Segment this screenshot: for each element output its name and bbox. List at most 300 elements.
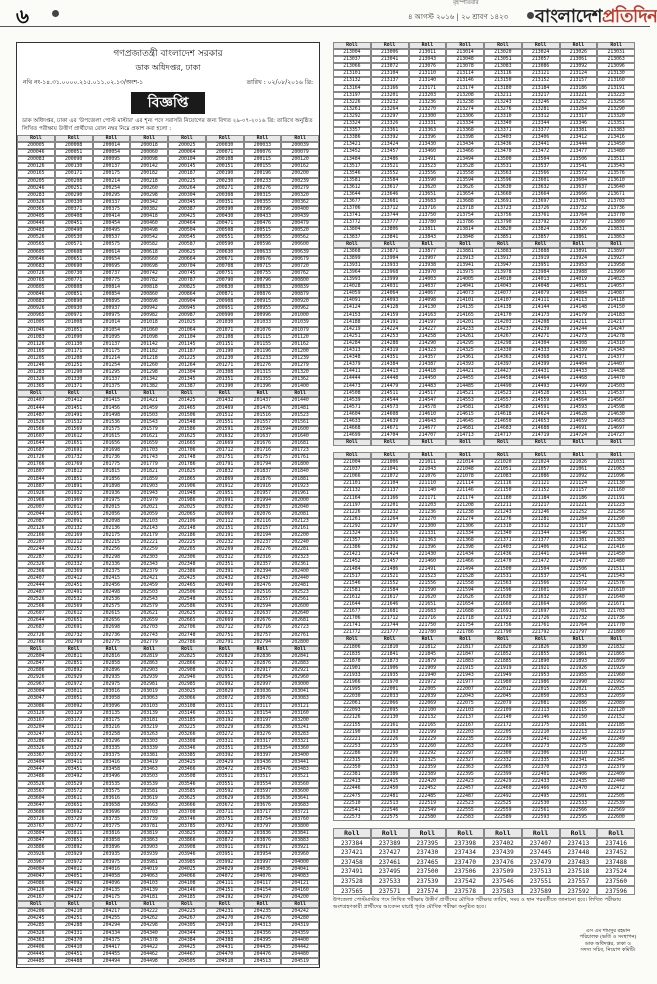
roll-cell: 203825 — [168, 830, 206, 837]
roll-cell: 221152 — [522, 487, 560, 494]
roll-cell: 201600 — [281, 426, 319, 433]
roll-cell: 214717 — [484, 432, 522, 439]
roll-cell: 200051 — [55, 149, 93, 156]
roll-number-table-right-top — [333, 42, 635, 450]
roll-cell: 213754 — [446, 212, 484, 219]
roll-cell: 213331 — [409, 120, 447, 127]
roll-cell: 213326 — [371, 120, 409, 127]
roll-cell: 221024 — [522, 459, 560, 466]
roll-cell: 201298 — [130, 369, 168, 376]
roll-cell: 204117 — [244, 880, 282, 887]
roll-cell: 213092 — [560, 63, 598, 70]
roll-cell: 221761 — [522, 622, 560, 629]
roll-cell: 221150 — [484, 487, 522, 494]
roll-cell: 214310 — [597, 340, 635, 347]
roll-cell: 213057 — [522, 56, 560, 63]
roll-cell: 204375 — [93, 937, 131, 944]
roll-cell: 203967 — [17, 859, 55, 866]
roll-cell: 201966 — [17, 497, 55, 504]
column-header: Roll — [244, 135, 282, 142]
roll-cell: 213290 — [597, 106, 635, 113]
roll-cell: 237465 — [409, 857, 447, 867]
roll-cell: 201625 — [168, 433, 206, 440]
roll-cell: 200708 — [206, 263, 244, 270]
roll-cell: 213506 — [560, 156, 598, 163]
roll-cell: 204139 — [130, 887, 168, 894]
roll-cell: 213238 — [446, 99, 484, 106]
roll-cell: 213970 — [409, 269, 447, 276]
roll-cell: 203592 — [206, 788, 244, 795]
roll-cell: 202656 — [93, 617, 131, 624]
roll-cell: 202351 — [206, 561, 244, 568]
roll-cell: 213157 — [560, 77, 598, 84]
roll-cell: 221368 — [446, 537, 484, 544]
roll-cell: 221421 — [333, 551, 371, 558]
roll-cell: 222327 — [446, 757, 484, 764]
roll-cell: 214233 — [446, 326, 484, 333]
column-header: Roll — [333, 42, 371, 49]
roll-cell: 221006 — [371, 459, 409, 466]
roll-cell: 203863 — [130, 837, 168, 844]
roll-cell: 203360 — [281, 745, 319, 752]
roll-cell: 200375 — [93, 206, 131, 213]
roll-cell: 237398 — [446, 838, 484, 848]
roll-cell: 213132 — [333, 77, 371, 84]
roll-cell: 221528 — [446, 573, 484, 580]
roll-cell: 213572 — [560, 170, 598, 177]
column-header: Roll — [244, 901, 282, 908]
roll-cell: 214173 — [522, 312, 560, 319]
roll-cell: 213861 — [560, 234, 598, 241]
roll-cell: 202269 — [206, 546, 244, 553]
roll-cell: 222541 — [333, 807, 371, 814]
roll-cell: 200890 — [55, 298, 93, 305]
roll-cell: 214387 — [409, 361, 447, 368]
roll-cell: 214059 — [333, 290, 371, 297]
roll-cell: 201551 — [206, 419, 244, 426]
roll-cell: 222221 — [333, 736, 371, 743]
roll-cell: 200504 — [168, 227, 206, 234]
roll-cell: 201432 — [206, 397, 244, 404]
roll-cell: 221357 — [333, 537, 371, 544]
roll-cell: 237445 — [522, 847, 560, 857]
roll-cell: 214633 — [333, 418, 371, 425]
roll-cell: 213031 — [597, 49, 635, 56]
roll-cell: 200690 — [55, 263, 93, 270]
roll-cell: 202825 — [168, 653, 206, 660]
roll-cell: 202917 — [244, 667, 282, 674]
roll-cell: 221270 — [409, 516, 447, 523]
roll-cell: 202863 — [130, 660, 168, 667]
roll-cell: 221203 — [409, 502, 447, 509]
roll-cell: 200345 — [168, 199, 206, 206]
roll-cell: 221899 — [597, 658, 635, 665]
roll-cell: 222086 — [560, 700, 598, 707]
roll-cell: 202425 — [168, 575, 206, 582]
roll-cell: 202287 — [17, 554, 55, 561]
roll-cell: 201732 — [55, 454, 93, 461]
roll-cell: 203354 — [244, 745, 282, 752]
roll-cell: 222433 — [522, 778, 560, 785]
roll-cell: 201137 — [93, 341, 131, 348]
roll-cell: 200600 — [281, 241, 319, 248]
roll-cell: 200025 — [168, 142, 206, 149]
roll-cell: 237557 — [560, 876, 598, 886]
roll-cell: 202221 — [130, 539, 168, 546]
roll-cell: 222012 — [484, 686, 522, 693]
roll-cell: 213718 — [446, 205, 484, 212]
roll-cell: 221651 — [409, 601, 447, 608]
roll-cell: 222435 — [560, 778, 598, 785]
roll-cell: 203572 — [55, 788, 93, 795]
roll-cell: 200446 — [17, 220, 55, 227]
roll-cell: 221640 — [597, 594, 635, 601]
roll-cell: 221011 — [409, 459, 447, 466]
roll-cell: 201637 — [244, 433, 282, 440]
roll-cell: 201412 — [55, 397, 93, 404]
roll-cell: 202007 — [17, 504, 55, 511]
roll-cell: 202698 — [93, 624, 131, 631]
roll-cell: 203219 — [130, 724, 168, 731]
roll-cell: 214483 — [409, 383, 447, 390]
roll-cell: 203466 — [168, 766, 206, 773]
roll-cell: 221256 — [597, 509, 635, 516]
roll-cell: 200551 — [206, 234, 244, 241]
roll-cell: 213504 — [522, 156, 560, 163]
roll-cell: 202357 — [244, 561, 282, 568]
roll-cell: 221326 — [371, 530, 409, 537]
roll-cell: 221184 — [522, 495, 560, 502]
roll-cell: 200083 — [17, 156, 55, 163]
roll-cell: 204359 — [281, 930, 319, 937]
roll-cell: 221500 — [484, 566, 522, 573]
roll-cell: 213452 — [333, 148, 371, 155]
roll-cell: 201421 — [130, 397, 168, 404]
roll-cell: 222345 — [597, 757, 635, 764]
roll-cell: 213180 — [484, 85, 522, 92]
column-header: Roll — [484, 42, 522, 49]
roll-cell: 213800 — [597, 219, 635, 226]
roll-cell: 222226 — [371, 736, 409, 743]
roll-cell: 213292 — [333, 113, 371, 120]
roll-cell: 214557 — [484, 397, 522, 404]
roll-cell: 202136 — [93, 525, 131, 532]
roll-cell: 222495 — [522, 793, 560, 800]
roll-cell: 200851 — [55, 291, 93, 298]
roll-cell: 213114 — [446, 70, 484, 77]
roll-cell: 202706 — [168, 624, 206, 631]
roll-cell: 222386 — [371, 771, 409, 778]
roll-cell: 202921 — [281, 667, 319, 674]
roll-cell: 203866 — [168, 837, 206, 844]
roll-cell: 222161 — [371, 722, 409, 729]
roll-cell: 221243 — [484, 509, 522, 516]
roll-cell: 203767 — [17, 823, 55, 830]
roll-cell: 204076 — [244, 873, 282, 880]
roll-cell: 203086 — [17, 703, 55, 710]
roll-cell: 201315 — [244, 369, 282, 376]
roll-cell: 202361 — [281, 561, 319, 568]
roll-cell: 222053 — [560, 693, 598, 700]
roll-cell: 213020 — [484, 49, 522, 56]
roll-cell: 200679 — [281, 256, 319, 263]
roll-cell: 204519 — [281, 958, 319, 965]
roll-cell: 202412 — [55, 575, 93, 582]
roll-cell: 213541 — [560, 163, 598, 170]
roll-cell: 222205 — [484, 729, 522, 736]
roll-cell: 203126 — [17, 710, 55, 717]
roll-cell: 201859 — [130, 476, 168, 483]
column-header: Roll — [522, 828, 560, 838]
roll-cell: 203896 — [93, 844, 131, 851]
roll-cell: 222460 — [484, 785, 522, 792]
roll-cell: 214608 — [371, 411, 409, 418]
roll-cell: 213964 — [333, 269, 371, 276]
roll-cell: 221486 — [371, 566, 409, 573]
roll-cell: 200898 — [130, 298, 168, 305]
roll-cell: 202336 — [93, 561, 131, 568]
roll-cell: 221086 — [522, 473, 560, 480]
roll-cell: 221830 — [560, 644, 598, 651]
roll-cell: 213357 — [333, 127, 371, 134]
roll-cell: 202259 — [130, 546, 168, 553]
roll-cell: 202935 — [93, 674, 131, 681]
roll-cell: 204025 — [168, 866, 206, 873]
roll-cell: 221466 — [446, 558, 484, 565]
roll-cell: 214697 — [597, 425, 635, 432]
roll-cell: 200908 — [206, 298, 244, 305]
roll-cell: 222290 — [371, 750, 409, 757]
roll-cell: 202566 — [17, 603, 55, 610]
roll-cell: 204121 — [281, 880, 319, 887]
column-header: Roll — [281, 390, 319, 397]
roll-cell: 221604 — [560, 587, 598, 594]
roll-cell: 200605 — [17, 249, 55, 256]
column-header: Roll — [484, 241, 522, 248]
roll-cell: 202766 — [17, 639, 55, 646]
roll-cell: 213660 — [484, 191, 522, 198]
roll-cell: 201503 — [130, 412, 168, 419]
roll-cell: 203729 — [55, 816, 93, 823]
roll-cell: 202607 — [17, 610, 55, 617]
roll-cell: 222566 — [560, 807, 598, 814]
roll-cell: 203111 — [206, 703, 244, 710]
roll-cell: 203816 — [93, 830, 131, 837]
roll-cell: 213863 — [597, 234, 635, 241]
roll-cell: 221160 — [597, 487, 635, 494]
column-header: Roll — [446, 241, 484, 248]
roll-cell: 213556 — [409, 170, 447, 177]
roll-cell: 203429 — [206, 759, 244, 766]
roll-cell: 221043 — [409, 466, 447, 473]
roll-cell: 202175 — [93, 532, 131, 539]
roll-cell: 221744 — [371, 622, 409, 629]
roll-cell: 214251 — [333, 333, 371, 340]
roll-cell: 200254 — [93, 185, 131, 192]
roll-cell: 204334 — [93, 930, 131, 937]
roll-cell: 203416 — [93, 759, 131, 766]
column-header: Roll — [484, 828, 522, 838]
roll-cell: 201246 — [17, 362, 55, 369]
roll-cell: 202960 — [281, 674, 319, 681]
roll-cell: 200971 — [55, 312, 93, 319]
roll-cell: 237513 — [522, 866, 560, 876]
roll-cell: 202032 — [206, 504, 244, 511]
roll-cell: 200071 — [206, 149, 244, 156]
signatory-member: সদস্য সচিব, নিয়োগ কমিটি। — [580, 947, 636, 954]
roll-cell: 204370 — [55, 937, 93, 944]
roll-cell: 214124 — [333, 304, 371, 311]
roll-cell: 204235 — [244, 908, 282, 915]
roll-cell: 200955 — [244, 305, 282, 312]
roll-cell: 213340 — [484, 120, 522, 127]
roll-cell: 221020 — [484, 459, 522, 466]
roll-cell: 237413 — [560, 838, 598, 848]
roll-cell: 203508 — [168, 773, 206, 780]
roll-cell: 203381 — [130, 752, 168, 759]
roll-cell: 221340 — [484, 530, 522, 537]
roll-cell: 214130 — [409, 304, 447, 311]
roll-cell: 221630 — [484, 594, 522, 601]
roll-cell: 202659 — [130, 617, 168, 624]
roll-cell: 202687 — [17, 624, 55, 631]
roll-cell: 214537 — [597, 390, 635, 397]
roll-cell: 213076 — [409, 63, 447, 70]
roll-cell: 203247 — [17, 731, 55, 738]
roll-cell: 200208 — [55, 178, 93, 185]
roll-cell: 202751 — [206, 632, 244, 639]
weekday-label: বৃহস্পতিবার — [453, 0, 479, 6]
roll-cell: 213306 — [446, 113, 484, 120]
column-header: Roll — [446, 439, 484, 446]
roll-cell: 222475 — [333, 793, 371, 800]
roll-cell: 214333 — [522, 347, 560, 354]
roll-cell: 221306 — [446, 523, 484, 530]
roll-cell: 203692 — [55, 809, 93, 816]
roll-cell: 213011 — [409, 49, 447, 56]
roll-cell: 201669 — [206, 440, 244, 447]
roll-cell: 202600 — [281, 603, 319, 610]
roll-cell: 203139 — [130, 710, 168, 717]
roll-cell: 214448 — [371, 375, 409, 382]
roll-cell: 204063 — [130, 873, 168, 880]
roll-cell: 203972 — [55, 859, 93, 866]
roll-cell: 204041 — [281, 866, 319, 873]
roll-cell: 201051 — [55, 327, 93, 334]
roll-cell: 221654 — [446, 601, 484, 608]
roll-cell: 213424 — [371, 141, 409, 148]
roll-cell: 203000 — [281, 681, 319, 688]
roll-cell: 204251 — [55, 915, 93, 922]
roll-cell: 221223 — [597, 502, 635, 509]
roll-cell: 201451 — [55, 405, 93, 412]
roll-cell: 222069 — [409, 700, 447, 707]
roll-cell: 213897 — [597, 248, 635, 255]
roll-cell: 201276 — [244, 362, 282, 369]
roll-cell: 214573 — [371, 404, 409, 411]
roll-cell: 201279 — [281, 362, 319, 369]
roll-cell: 221992 — [597, 679, 635, 686]
roll-cell: 202526 — [17, 596, 55, 603]
roll-cell: 203804 — [17, 830, 55, 837]
roll-cell: 237427 — [371, 847, 409, 857]
roll-cell: 201543 — [130, 419, 168, 426]
roll-cell: 201548 — [168, 419, 206, 426]
roll-cell: 202621 — [130, 610, 168, 617]
roll-cell: 221563 — [484, 580, 522, 587]
roll-cell: 203663 — [130, 802, 168, 809]
roll-cell: 214659 — [560, 418, 598, 425]
roll-cell: 221300 — [409, 523, 447, 530]
roll-cell: 214379 — [333, 361, 371, 368]
roll-cell: 202000 — [281, 497, 319, 504]
roll-cell: 222025 — [597, 686, 635, 693]
roll-cell: 222021 — [560, 686, 598, 693]
roll-cell: 201345 — [168, 376, 206, 383]
roll-cell: 204160 — [281, 887, 319, 894]
roll-cell: 213197 — [333, 92, 371, 99]
roll-cell: 221312 — [522, 523, 560, 530]
roll-cell: 221556 — [409, 580, 447, 587]
column-header: Roll — [371, 439, 409, 446]
roll-cell: 221236 — [409, 509, 447, 516]
roll-cell: 222229 — [409, 736, 447, 743]
roll-cell: 201039 — [281, 319, 319, 326]
roll-cell: 200155 — [244, 163, 282, 170]
roll-cell: 222573 — [333, 814, 371, 821]
roll-cell: 200126 — [17, 163, 55, 170]
roll-cell: 202437 — [244, 575, 282, 582]
roll-cell: 202858 — [93, 660, 131, 667]
roll-cell: 222549 — [409, 807, 447, 814]
roll-cell: 200915 — [244, 298, 282, 305]
roll-cell: 221772 — [333, 629, 371, 636]
roll-cell: 202303 — [130, 554, 168, 561]
roll-cell: 201165 — [17, 348, 55, 355]
roll-cell: 203016 — [93, 688, 131, 695]
roll-cell: 200351 — [206, 199, 244, 206]
roll-cell: 221960 — [597, 672, 635, 679]
roll-cell: 221371 — [484, 537, 522, 544]
roll-cell: 214031 — [371, 283, 409, 290]
roll-cell: 237395 — [409, 838, 447, 848]
roll-cell: 213523 — [409, 163, 447, 170]
roll-cell: 204422 — [130, 944, 168, 951]
roll-cell: 200951 — [206, 305, 244, 312]
roll-cell: 204255 — [93, 915, 131, 922]
roll-cell: 221706 — [333, 615, 371, 622]
roll-cell: 201840 — [281, 468, 319, 475]
roll-cell: 203921 — [281, 844, 319, 851]
roll-cell: 201337 — [93, 376, 131, 383]
roll-cell: 222185 — [597, 722, 635, 729]
roll-cell: 203197 — [244, 717, 282, 724]
roll-cell: 214005 — [446, 276, 484, 283]
roll-cell: 221797 — [560, 629, 598, 636]
roll-cell: 204146 — [168, 887, 206, 894]
roll-cell: 200904 — [168, 298, 206, 305]
roll-cell: 221274 — [446, 516, 484, 523]
column-header: Roll — [130, 646, 168, 653]
brand-main: বাংলাদেশ — [535, 6, 602, 27]
roll-cell: 200654 — [93, 256, 131, 263]
roll-cell: 200382 — [130, 206, 168, 213]
roll-cell: 204200 — [281, 894, 319, 901]
roll-cell: 214371 — [560, 354, 598, 361]
roll-cell: 221406 — [522, 544, 560, 551]
roll-cell: 200371 — [55, 206, 93, 213]
roll-cell: 222450 — [371, 785, 409, 792]
